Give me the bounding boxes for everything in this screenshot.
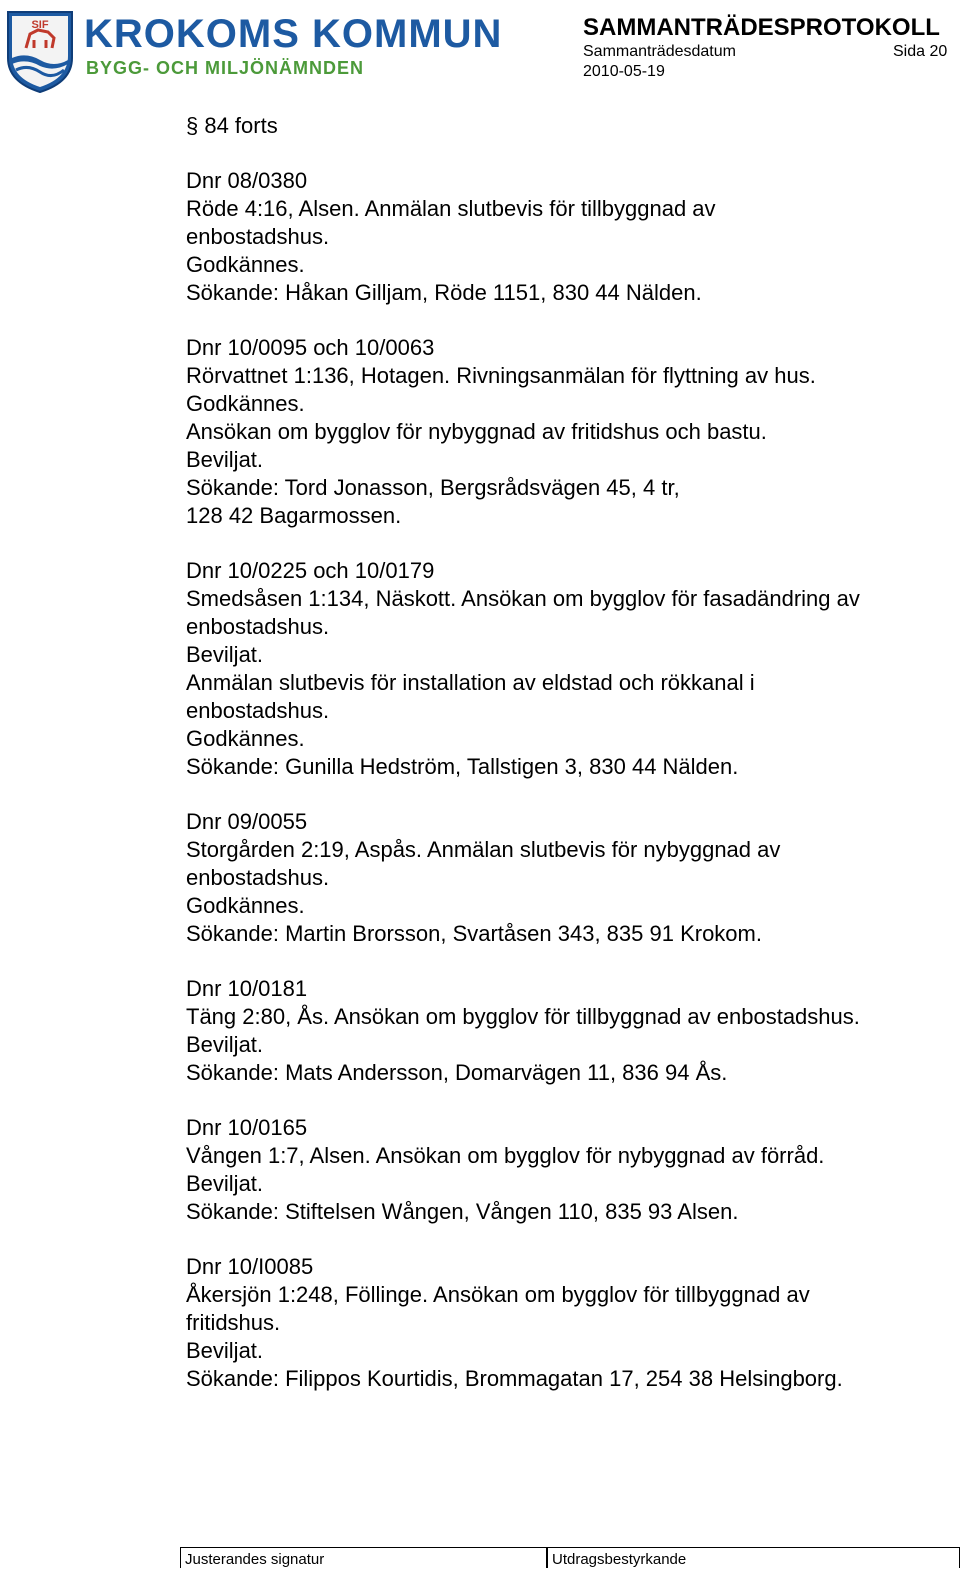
case-entry (186, 167, 946, 307)
municipality-logo (4, 8, 503, 98)
entry-line: enbostadshus. (186, 865, 330, 890)
case-entry (186, 334, 946, 530)
signature-box (180, 1547, 547, 1568)
entry-line: Godkännes. (186, 391, 305, 416)
entry-line: Sökande: Gunilla Hedström, Tallstigen 3, 830 44 Nälden. (186, 754, 739, 779)
entry-line: Sökande: Filippos Kourtidis, Brommagatan 17, 254 38 Helsingborg. (186, 1366, 843, 1391)
page-footer (180, 1547, 960, 1568)
entry-line: Sökande: Håkan Gilljam, Röde 1151, 830 44 Nälden. (186, 280, 702, 305)
entries-list (186, 167, 946, 1393)
extract-label: Utdragsbestyrkande (552, 1551, 687, 1568)
document-title: SAMMANTRÄDESPROTOKOLL (583, 14, 940, 41)
entry-line: 128 42 Bagarmossen. (186, 503, 402, 528)
case-entry (186, 1114, 946, 1226)
case-number: Dnr 08/0380 (186, 168, 308, 193)
case-number: Dnr 10/0165 (186, 1115, 308, 1140)
logo-name: KROKOMS KOMMUN (84, 12, 503, 56)
entry-line: Storgården 2:19, Aspås. Anmälan slutbevis för nybyggnad av (186, 837, 781, 862)
paragraph-heading: § 84 forts (186, 113, 278, 138)
entry-line: enbostadshus. (186, 224, 330, 249)
emblem-text: SIF (31, 19, 49, 31)
case-number: Dnr 10/0095 och 10/0063 (186, 335, 435, 360)
case-entry (186, 975, 946, 1087)
case-entry (186, 808, 946, 948)
entry-line: Sökande: Martin Brorsson, Svartåsen 343, 835 91 Krokom. (186, 921, 762, 946)
case-number: Dnr 10/0181 (186, 976, 308, 1001)
entry-line: Röde 4:16, Alsen. Anmälan slutbevis för tillbyggnad av (186, 196, 716, 221)
signature-label: Justerandes signatur (185, 1551, 325, 1568)
entry-line: Godkännes. (186, 893, 305, 918)
entry-line: Sökande: Tord Jonasson, Bergsrådsvägen 45, 4 tr, (186, 475, 680, 500)
entry-line: fritidshus. (186, 1310, 281, 1335)
coat-of-arms-emblem (4, 8, 76, 94)
entry-line: Åkersjön 1:248, Föllinge. Ansökan om bygglov för tillbyggnad av (186, 1282, 810, 1307)
meeting-date: 2010-05-19 (583, 63, 665, 80)
entry-line: Anmälan slutbevis för installation av eldstad och rökkanal i (186, 670, 755, 695)
entry-line: Beviljat. (186, 1032, 264, 1057)
entry-line: enbostadshus. (186, 614, 330, 639)
entry-line: Sökande: Stiftelsen Wången, Vången 110, 835 93 Alsen. (186, 1199, 739, 1224)
entry-line: Rörvattnet 1:136, Hotagen. Rivningsanmälan för flyttning av hus. (186, 363, 816, 388)
entry-line: Beviljat. (186, 447, 264, 472)
entry-line: Beviljat. (186, 1338, 264, 1363)
entry-line: Smedsåsen 1:134, Näskott. Ansökan om bygglov för fasadändring av (186, 586, 860, 611)
entry-line: Godkännes. (186, 726, 305, 751)
case-number: Dnr 10/0225 och 10/0179 (186, 558, 435, 583)
entry-line: enbostadshus. (186, 698, 330, 723)
case-number: Dnr 09/0055 (186, 809, 308, 834)
case-entry (186, 557, 946, 781)
entry-line: Beviljat. (186, 1171, 264, 1196)
case-entry (186, 1253, 946, 1393)
extract-certification-box (547, 1547, 960, 1568)
entry-line: Vången 1:7, Alsen. Ansökan om bygglov för nybyggnad av förråd. (186, 1143, 825, 1168)
logo-subtitle: BYGG- OCH MILJÖNÄMNDEN (86, 58, 364, 78)
case-number: Dnr 10/I0085 (186, 1254, 314, 1279)
entry-line: Beviljat. (186, 642, 264, 667)
entry-line: Sökande: Mats Andersson, Domarvägen 11, 836 94 Ås. (186, 1060, 728, 1085)
entry-line: Godkännes. (186, 252, 305, 277)
page-number: Sida 20 (893, 43, 948, 60)
entry-line: Täng 2:80, Ås. Ansökan om bygglov för tillbyggnad av enbostadshus. (186, 1004, 860, 1029)
protocol-body (186, 112, 946, 1420)
meeting-date-label: Sammanträdesdatum (583, 43, 736, 60)
entry-line: Ansökan om bygglov för nybyggnad av fritidshus och bastu. (186, 419, 767, 444)
